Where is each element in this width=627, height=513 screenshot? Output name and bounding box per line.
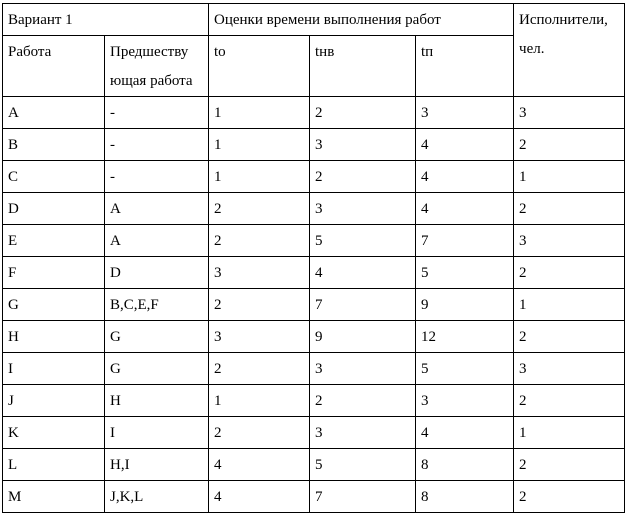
cell-executors: 2 xyxy=(514,321,625,353)
cell-work: M xyxy=(3,481,105,513)
cell-t-nv: 3 xyxy=(310,417,416,449)
t-o-header: to xyxy=(209,36,310,97)
cell-predecessor: - xyxy=(105,129,209,161)
cell-t-nv: 7 xyxy=(310,289,416,321)
cell-t-o: 2 xyxy=(209,289,310,321)
cell-predecessor: J,K,L xyxy=(105,481,209,513)
cell-work: E xyxy=(3,225,105,257)
cell-t-nv: 3 xyxy=(310,129,416,161)
table-row xyxy=(3,257,625,289)
cell-predecessor: G xyxy=(105,353,209,385)
cell-predecessor: - xyxy=(105,161,209,193)
table-row xyxy=(3,193,625,225)
cell-t-nv: 7 xyxy=(310,481,416,513)
cell-executors: 3 xyxy=(514,97,625,129)
table-body xyxy=(3,4,625,513)
work-header: Работа xyxy=(3,36,105,97)
table-row xyxy=(3,481,625,513)
t-nv-header: tнв xyxy=(310,36,416,97)
cell-t-o: 2 xyxy=(209,417,310,449)
table-row xyxy=(3,449,625,481)
cell-t-o: 1 xyxy=(209,97,310,129)
cell-t-nv: 2 xyxy=(310,161,416,193)
predecessor-header-line1: Предшеству xyxy=(110,44,189,60)
cell-t-p: 4 xyxy=(416,417,514,449)
cell-t-nv: 2 xyxy=(310,97,416,129)
cell-executors: 2 xyxy=(514,257,625,289)
t-p-header: tп xyxy=(416,36,514,97)
cell-t-nv: 3 xyxy=(310,193,416,225)
cell-executors: 2 xyxy=(514,129,625,161)
cell-work: B xyxy=(3,129,105,161)
cell-t-nv: 3 xyxy=(310,353,416,385)
table-row xyxy=(3,129,625,161)
cell-t-nv: 5 xyxy=(310,449,416,481)
cell-executors: 2 xyxy=(514,385,625,417)
cell-predecessor: B,C,E,F xyxy=(105,289,209,321)
cell-t-nv: 9 xyxy=(310,321,416,353)
table-row xyxy=(3,353,625,385)
executors-header-line1: Исполнители, xyxy=(519,12,608,28)
cell-predecessor: - xyxy=(105,97,209,129)
cell-t-o: 1 xyxy=(209,161,310,193)
cell-t-o: 2 xyxy=(209,353,310,385)
cell-t-p: 8 xyxy=(416,481,514,513)
cell-t-nv: 2 xyxy=(310,385,416,417)
cell-work: F xyxy=(3,257,105,289)
table-row xyxy=(3,97,625,129)
cell-predecessor: H,I xyxy=(105,449,209,481)
cell-executors: 2 xyxy=(514,193,625,225)
cell-predecessor: D xyxy=(105,257,209,289)
cell-predecessor: A xyxy=(105,225,209,257)
table-row xyxy=(3,417,625,449)
cell-executors: 3 xyxy=(514,353,625,385)
cell-work: K xyxy=(3,417,105,449)
table-row xyxy=(3,289,625,321)
cell-t-p: 3 xyxy=(416,385,514,417)
cell-t-p: 7 xyxy=(416,225,514,257)
work-schedule-table xyxy=(2,3,625,513)
cell-t-p: 4 xyxy=(416,161,514,193)
cell-t-p: 4 xyxy=(416,193,514,225)
cell-t-o: 2 xyxy=(209,193,310,225)
cell-executors: 1 xyxy=(514,161,625,193)
cell-work: H xyxy=(3,321,105,353)
predecessor-header xyxy=(105,36,209,97)
cell-t-o: 4 xyxy=(209,449,310,481)
cell-t-o: 1 xyxy=(209,385,310,417)
cell-t-p: 12 xyxy=(416,321,514,353)
cell-t-p: 4 xyxy=(416,129,514,161)
cell-work: I xyxy=(3,353,105,385)
cell-t-p: 5 xyxy=(416,257,514,289)
cell-t-nv: 5 xyxy=(310,225,416,257)
cell-work: J xyxy=(3,385,105,417)
executors-header-line2: чел. xyxy=(519,41,545,57)
cell-t-p: 3 xyxy=(416,97,514,129)
cell-t-o: 3 xyxy=(209,321,310,353)
cell-t-p: 9 xyxy=(416,289,514,321)
cell-work: A xyxy=(3,97,105,129)
cell-predecessor: H xyxy=(105,385,209,417)
estimates-header: Оценки времени выполнения работ xyxy=(209,4,514,36)
predecessor-header-line2: ющая работа xyxy=(110,73,193,89)
table-row xyxy=(3,225,625,257)
cell-predecessor: G xyxy=(105,321,209,353)
cell-work: D xyxy=(3,193,105,225)
cell-work: G xyxy=(3,289,105,321)
table-row xyxy=(3,321,625,353)
cell-work: L xyxy=(3,449,105,481)
cell-t-p: 5 xyxy=(416,353,514,385)
cell-executors: 1 xyxy=(514,417,625,449)
cell-executors: 2 xyxy=(514,481,625,513)
cell-t-o: 2 xyxy=(209,225,310,257)
cell-predecessor: I xyxy=(105,417,209,449)
variant-header: Вариант 1 xyxy=(3,4,209,36)
cell-t-o: 1 xyxy=(209,129,310,161)
cell-executors: 1 xyxy=(514,289,625,321)
cell-t-o: 4 xyxy=(209,481,310,513)
header-row-1 xyxy=(3,4,625,36)
cell-predecessor: A xyxy=(105,193,209,225)
table-row xyxy=(3,161,625,193)
table-row xyxy=(3,385,625,417)
cell-executors: 2 xyxy=(514,449,625,481)
cell-work: C xyxy=(3,161,105,193)
cell-t-p: 8 xyxy=(416,449,514,481)
cell-t-nv: 4 xyxy=(310,257,416,289)
cell-t-o: 3 xyxy=(209,257,310,289)
cell-executors: 3 xyxy=(514,225,625,257)
executors-header xyxy=(514,4,625,97)
